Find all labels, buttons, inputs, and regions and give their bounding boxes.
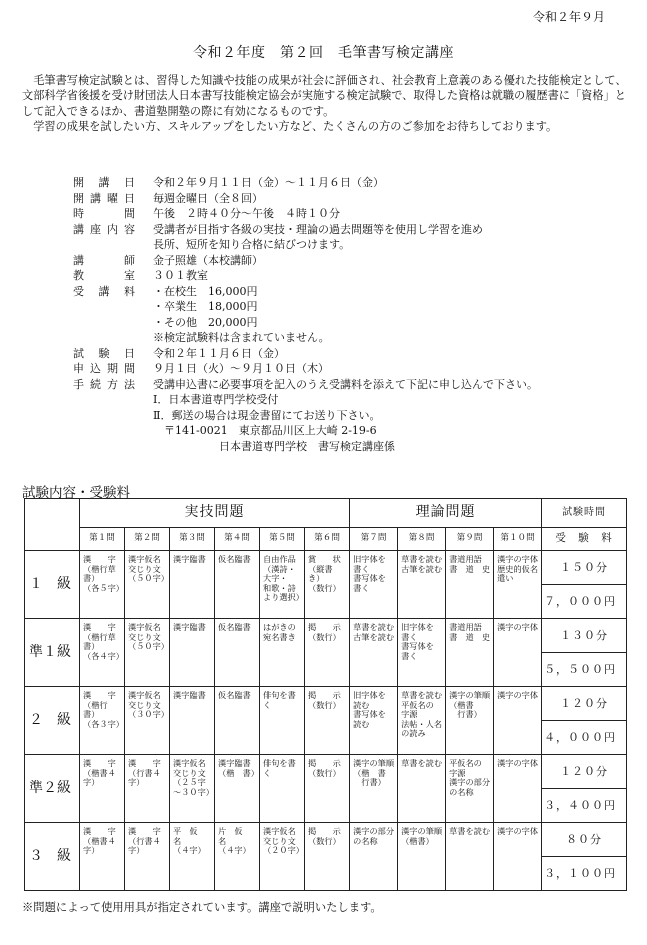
question-header: 第１問 (80, 528, 125, 551)
question-cell: 掲 示 （数行） (305, 619, 350, 687)
page-title: 令和２年度 第２回 毛筆書写検定講座 (193, 45, 454, 61)
exam-fee: ４，０００円 (542, 721, 627, 755)
question-cell: 俳句を書く (260, 687, 305, 755)
question-cell: 仮名臨書 (215, 619, 260, 687)
grade-name: ２ 級 (25, 687, 80, 755)
exam-fee: ７，０００円 (542, 585, 627, 619)
question-cell: 漢字臨書 (170, 687, 215, 755)
question-cell: 平仮名の 字源 漢字の部分 の名称 (446, 755, 494, 823)
question-cell: 旧字体を 書く 書写体を 書く (350, 551, 398, 619)
footnote: ※問題によって使用用具が指定されています。講座で説明いたします。 (22, 901, 382, 914)
info-value: ・在校生 16,000円 (153, 284, 258, 298)
info-value: 金子照雄（本校講師） (153, 253, 263, 267)
corner-cell (25, 499, 80, 551)
info-value: ※検定試験料は含まれていません。 (153, 331, 330, 344)
info-label: 試験日 (73, 346, 135, 360)
info-value: ・卒業生 18,000円 (153, 300, 258, 313)
grade-name: １ 級 (25, 551, 80, 619)
question-cell: 草書を読む (446, 823, 494, 891)
info-label: 教室 (73, 269, 135, 282)
question-cell: 漢字仮名 交じり文 （３０字） (125, 687, 170, 755)
exam-fee: ３，４００円 (542, 789, 627, 823)
question-cell: 旧字体を 書く 書写体を 書く (398, 619, 446, 687)
question-cell: 漢字の筆順 （楷 書 行書） (350, 755, 398, 823)
question-cell: 漢字の字体 (494, 687, 542, 755)
grade-row (25, 619, 627, 653)
grade-row (25, 551, 627, 585)
info-value: ３０１教室 (153, 269, 208, 282)
question-header: 第６問 (305, 528, 350, 551)
grade-row (25, 687, 627, 721)
question-cell: 草書を読む 古筆を読む (350, 619, 398, 687)
question-header: 第４問 (215, 528, 260, 551)
question-cell: 草書を読む 古筆を読む (398, 551, 446, 619)
exam-time: ８０分 (542, 823, 627, 857)
question-cell: 漢字臨書 (170, 619, 215, 687)
question-cell: 漢 字 （楷行草書） （各５字） (80, 551, 125, 619)
time-header: 試験時間 (542, 499, 627, 528)
info-value: 日本書道専門学校 書写検定講座係 (153, 439, 395, 453)
info-value: 令和２年９月１１日（金）～１１月６日（金） (153, 176, 384, 189)
info-value: 〒141-0021 東京都品川区上大崎 2-19-6 (153, 424, 377, 437)
info-value: ９月１日（火）～９月１０日（木） (153, 362, 329, 375)
question-cell: 漢字の筆順 （楷書） (398, 823, 446, 891)
info-label: 時間 (73, 207, 135, 220)
exam-fee: ３，１００円 (542, 857, 627, 891)
question-header: 第３問 (170, 528, 215, 551)
question-cell: 仮名臨書 (215, 687, 260, 755)
question-cell: 漢字臨書 （楷 書） (215, 755, 260, 823)
exam-fee: ５，５００円 (542, 653, 627, 687)
intro-paragraph: 学習の成果を試したい方、スキルアップをしたい方など、たくさんの方のご参加をお待ちしております。 (33, 120, 558, 134)
question-header: 第２問 (125, 528, 170, 551)
question-cell: はがきの 宛名書き (260, 619, 305, 687)
question-cell: 片 仮 名 （４字） (215, 823, 260, 891)
question-cell: 漢 字 （行書４字） (125, 755, 170, 823)
info-label: 受講料 (73, 284, 135, 298)
question-cell: 漢字の字体 歴史的仮名 遣い (494, 551, 542, 619)
info-value: ・その他 20,000円 (153, 315, 258, 329)
info-value: 午後 ２時４０分～午後 ４時１０分 (153, 207, 340, 220)
question-cell: 漢 字 （楷書４字） (80, 755, 125, 823)
info-value: Ⅱ．郵送の場合は現金書留にてお送り下さい。 (153, 408, 381, 422)
info-value: 令和２年１１月６日（金） (153, 346, 285, 360)
grade-name: 準１級 (25, 619, 80, 687)
exam-table (24, 498, 627, 891)
question-header: 第７問 (350, 528, 398, 551)
question-cell: 漢 字 （楷行書） （各３字） (80, 687, 125, 755)
info-label: 申込期間 (73, 362, 135, 375)
question-cell: 漢字の字体 (494, 755, 542, 823)
fee-header: 受 験 料 (542, 528, 627, 551)
info-value: 長所、短所を知り合格に結びつけます。 (153, 238, 351, 251)
question-cell: 漢 字 （楷書４字） (80, 823, 125, 891)
question-cell: 草書を読む (398, 755, 446, 823)
question-cell: 俳句を書く (260, 755, 305, 823)
question-cell: 漢字臨書 (170, 551, 215, 619)
question-cell: 漢 字 （行書４字） (125, 823, 170, 891)
question-cell: 旧字体を 読む 書写体を 読む (350, 687, 398, 755)
grade-name: ３ 級 (25, 823, 80, 891)
info-label: 講座内容 (73, 222, 135, 236)
issue-date: 令和２年９月 (532, 10, 605, 24)
question-header: 第９問 (446, 528, 494, 551)
question-cell: 漢字の字体 (494, 619, 542, 687)
info-value: 毎週金曜日（全８回） (153, 191, 263, 205)
exam-time: １２０分 (542, 755, 627, 789)
exam-time: １２０分 (542, 687, 627, 721)
question-cell: 漢字の字体 (494, 823, 542, 891)
question-cell: 掲 示 （数行） (305, 687, 350, 755)
question-cell: 漢字の部分 の名称 (350, 823, 398, 891)
question-cell: 平 仮 名 （４字） (170, 823, 215, 891)
question-header: 第８問 (398, 528, 446, 551)
grade-row (25, 755, 627, 789)
grade-row (25, 823, 627, 857)
question-cell: 漢字仮名 交じり文 （５０字） (125, 551, 170, 619)
question-cell: 草書を読む 平仮名の 字源 法帖・人名 の読み (398, 687, 446, 755)
info-label: 開講曜日 (73, 191, 135, 205)
question-cell: 仮名臨書 (215, 551, 260, 619)
intro-paragraph: 毛筆書写検定試験とは、習得した知識や技能の成果が社会に評価され、社会教育上意義のある優れた技能検定として、文部科学省後援を受け財団法人日本書写技能検定協会が実施する検定試験で、取得した資格は就職の履歴書に「資格」として記入できるほか、書道塾開塾の際に有効になるものです。 (22, 74, 627, 118)
question-cell: 漢 字 （楷行草書） （各４字） (80, 619, 125, 687)
grade-name: 準２級 (25, 755, 80, 823)
info-value: Ⅰ．日本書道専門学校受付 (153, 393, 279, 406)
exam-time: １５０分 (542, 551, 627, 585)
question-cell: 漢字仮名 交じり文 （５０字） (125, 619, 170, 687)
question-cell: 自由作品 （漢詩・ 大字・ 和歌・詩 より選択） (260, 551, 305, 619)
group-header-theory: 理論問題 (350, 499, 542, 528)
info-label: 手続方法 (73, 377, 135, 391)
question-header: 第５問 (260, 528, 305, 551)
question-cell: 掲 示 （数行） (305, 823, 350, 891)
group-header-practical: 実技問題 (80, 499, 350, 528)
question-cell: 書道用語 書 道 史 (446, 619, 494, 687)
info-label: 講師 (73, 253, 135, 267)
question-cell: 漢字の筆順 （楷書 行書） (446, 687, 494, 755)
question-cell: 漢字仮名 交じり文 （２５字 ～３０字） (170, 755, 215, 823)
question-cell: 漢字仮名 交じり文 （２０字） (260, 823, 305, 891)
question-cell: 掲 示 （数行） (305, 755, 350, 823)
info-value: 受講者が目指す各級の実技・理論の過去問題等を使用し学習を進め (153, 222, 483, 236)
question-header: 第１０問 (494, 528, 542, 551)
intro-text (22, 73, 630, 135)
question-cell: 賞 状 （縦書き） （数行） (305, 551, 350, 619)
info-label: 開講日 (73, 176, 135, 189)
info-value: 受講申込書に必要事項を記入のうえ受講料を添えて下記に申し込んで下さい。 (153, 377, 538, 391)
section-title: 試験内容・受験料 (22, 485, 130, 501)
exam-time: １３０分 (542, 619, 627, 653)
question-cell: 書道用語 書 道 史 (446, 551, 494, 619)
